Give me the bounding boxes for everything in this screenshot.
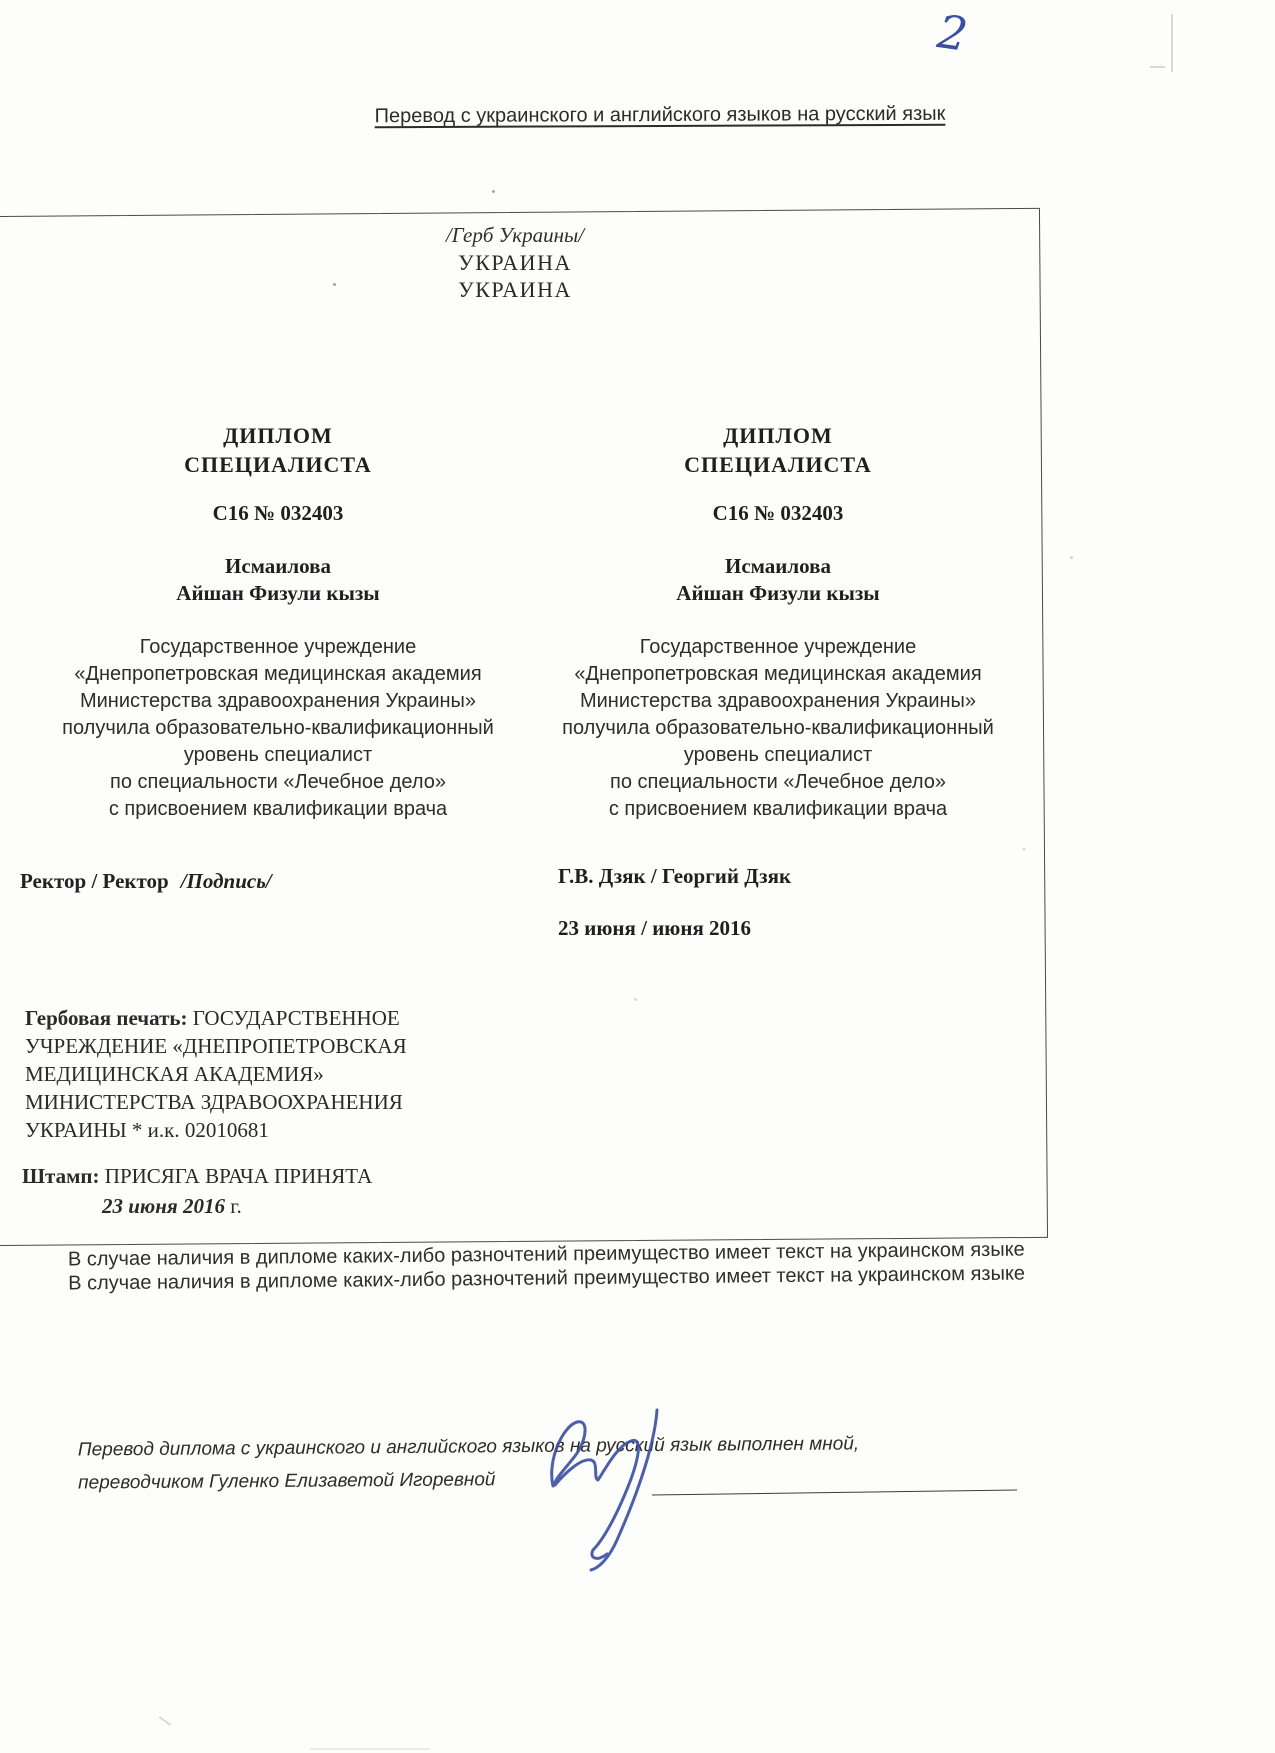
country-name-line: УКРАИНА: [458, 250, 572, 275]
graduate-given-name: Айшан Физули кызы: [176, 581, 380, 605]
seal-line: МЕДИЦИНСКАЯ АКАДЕМИЯ»: [25, 1062, 324, 1086]
signatory-line: Г.В. Дзяк / Георгий Дзяк: [558, 864, 792, 888]
diploma-title: [32, 421, 524, 479]
seal-line: УКРАИНЫ * и.к. 02010681: [25, 1118, 269, 1142]
seal-line: [25, 1004, 505, 1032]
graduate-given-name: Айшан Физули кызы: [676, 581, 880, 605]
emblem-note: /Герб Украины/: [445, 223, 585, 247]
diploma-body-line: Государственное учреждение: [139, 636, 417, 658]
diploma-number: С16 № 032403: [212, 501, 344, 525]
diploma-body-line: Государственное учреждение: [639, 636, 917, 658]
disclaimer-line: В случае наличия в дипломе каких-либо разночтений преимущество имеет текст на украинском языке: [67, 1238, 1025, 1271]
diploma-title-line: ДИПЛОМ: [723, 423, 833, 448]
seal-text: ГОСУДАРСТВЕННОЕ: [192, 1006, 400, 1030]
signature-note: /Подпись/: [180, 869, 272, 893]
scan-speck: [1150, 66, 1165, 68]
diploma-body-line: по специальности «Лечебное дело»: [610, 771, 946, 793]
diploma-body-line: «Днепропетровская медицинская академия: [74, 663, 482, 685]
graduate-name: [32, 553, 524, 607]
diploma-body-line: Министерства здравоохранения Украины»: [79, 690, 477, 712]
diploma-body-line: получила образовательно-квалификационный: [62, 717, 494, 739]
graduate-name: [532, 553, 1024, 607]
diploma-body-line: с присвоением квалификации врача: [108, 798, 448, 820]
translation-header: Перевод с украинского и английского языков на русский язык: [374, 102, 946, 128]
stamp-date: 23 июня 2016: [102, 1194, 225, 1218]
graduate-surname: Исмаилова: [224, 554, 331, 578]
scan-speck: [310, 1748, 430, 1750]
scan-speck: [1171, 14, 1173, 72]
diploma-number: С16 № 032403: [712, 501, 844, 525]
stamp-date-line: [102, 1194, 242, 1219]
stamp-label: Штамп:: [22, 1164, 100, 1188]
seal-line: УЧРЕЖДЕНИЕ «ДНЕПРОПЕТРОВСКАЯ: [25, 1034, 407, 1058]
diploma-body-line: уровень специалист: [183, 744, 373, 766]
diploma-title-line: СПЕЦИАЛИСТА: [184, 452, 372, 477]
handwritten-page-number: 2: [934, 4, 971, 62]
disclaimer-line: В случае наличия в дипломе каких-либо разночтений преимущество имеет текст на украинском языке: [68, 1262, 1026, 1295]
diploma-body-line: «Днепропетровская медицинская академия: [574, 663, 982, 685]
stamp-block: [22, 1164, 372, 1189]
issue-date-line: 23 июня / июня 2016: [558, 916, 752, 940]
graduate-surname: Исмаилова: [724, 554, 831, 578]
country-name-line: УКРАИНА: [458, 277, 572, 302]
diploma-body-line: Министерства здравоохранения Украины»: [579, 690, 977, 712]
diploma-title: [532, 421, 1024, 479]
scan-speck: [634, 998, 637, 1001]
stamp-text: ПРИСЯГА ВРАЧА ПРИНЯТА: [104, 1164, 373, 1188]
translator-note-line: Перевод диплома с украинского и английского языков на русский язык выполнен мной,: [77, 1433, 860, 1461]
diploma-body: [32, 634, 524, 823]
rector-label: Ректор / Ректор: [20, 869, 169, 893]
stamp-date-suffix: г.: [230, 1194, 242, 1218]
diploma-body: [532, 634, 1024, 823]
scan-speck: [1022, 848, 1026, 850]
scan-speck: [1070, 556, 1073, 559]
diploma-body-line: по специальности «Лечебное дело»: [110, 771, 446, 793]
diploma-body-line: с присвоением квалификации врача: [608, 798, 948, 820]
translator-note-line: переводчиком Гуленко Елизаветой Игоревной: [78, 1469, 496, 1494]
diploma-title-line: СПЕЦИАЛИСТА: [684, 452, 872, 477]
seal-block: [25, 1004, 505, 1144]
seal-line: МИНИСТЕРСТВА ЗДРАВООХРАНЕНИЯ: [25, 1090, 403, 1114]
rector-line: [20, 869, 272, 894]
diploma-title-line: ДИПЛОМ: [223, 423, 333, 448]
diploma-body-line: уровень специалист: [683, 744, 873, 766]
diploma-body-line: получила образовательно-квалификационный: [562, 717, 994, 739]
translator-signature: [505, 1388, 785, 1578]
seal-label: Гербовая печать:: [25, 1006, 188, 1030]
